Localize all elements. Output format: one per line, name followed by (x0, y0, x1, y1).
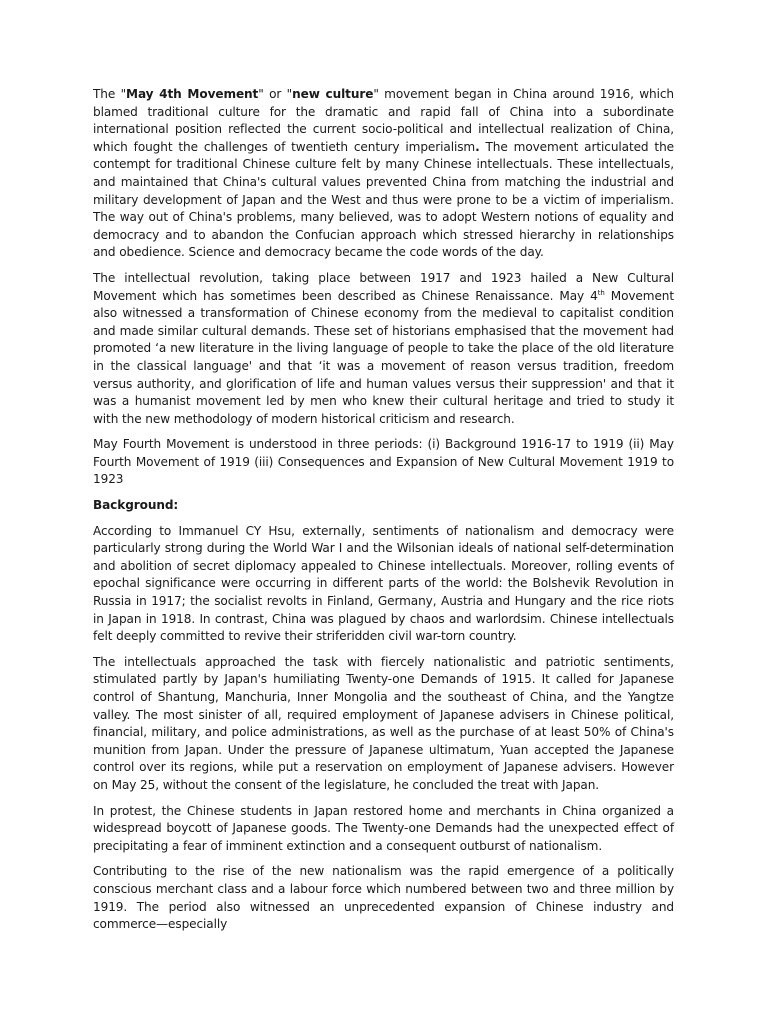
paragraph-intellectual-revolution (93, 270, 674, 428)
text-run: The movement articulated the contempt for traditional Chinese culture felt by many Chinese intellectuals. These intellectuals, and maintained that China's cultural values prevented China from matching the industrial and military development of Japan and the West and thus were prone to be a victim of imperialism. The way out of China's problems, many believed, was to adopt Western notions of equality and democracy and to abandon the Confucian approach which stressed hierarchy in relationships and obedience. Science and democracy became the code words of the day. (93, 139, 674, 260)
paragraph-hsu: According to Immanuel CY Hsu, externally, sentiments of nationalism and democracy were particularly strong during the World War I and the Wilsonian ideals of national self-determination and abolition of secret diplomacy appealed to Chinese intellectuals. Moreover, rolling events of epochal significance were occurring in different parts of the world: the Bolshevik Revolution in Russia in 1917; the socialist revolts in Finland, Germany, Austria and Hungary and the rice riots in Japan in 1918. In contrast, China was plagued by chaos and warlordsim. Chinese intellectuals felt deeply committed to revive their striferidden civil war-torn country. (93, 523, 674, 644)
text-run: The intellectual revolution, taking place between 1917 and 1923 hailed a New Cultural Movement which has sometimes been described as Chinese Renaissance. May 4 (93, 270, 674, 303)
heading-background: Background: (93, 498, 179, 513)
bold-term-may-4th-movement: May 4th Movement (126, 87, 259, 101)
paragraph-protest: In protest, the Chinese students in Japan restored home and merchants in China organized a widespread boycott of Japanese goods. The Twenty-one Demands had the unexpected effect of precipitating a fear of imminent extinction and a consequent outburst of nationalism. (93, 803, 674, 853)
superscript-th: th (597, 288, 605, 297)
text-run: The " (93, 87, 127, 101)
bold-period: . (475, 139, 480, 154)
paragraph-three-periods: May Fourth Movement is understood in three periods: (i) Background 1916-17 to 1919 (ii) May Fourth Movement of 1919 (iii) Consequences and Expansion of New Cultural Movement 1919 to 1923 (93, 437, 674, 487)
text-run: Movement also witnessed a transformation of Chinese economy from the medieval to capitalist condition and made similar cultural demands. These set of historians emphasised that the movement had promoted ‘a new literature in the living language of people to take the place of the old literature in the classical language' and that ‘it was a movement of reason versus tradition, freedom versus authority, and glorification of life and human values versus their suppression' and that it was a humanist movement led by men who knew their cultural heritage and tried to study it with the new methodology of modern historical criticism and research. (93, 288, 674, 426)
bold-term-new-culture: new culture (292, 87, 374, 101)
paragraph-twenty-one-demands: The intellectuals approached the task with fiercely nationalistic and patriotic sentiments, stimulated partly by Japan's humiliating Twenty-one Demands of 1915. It called for Japanese control of Shantung, Manchuria, Inner Mongolia and the southeast of China, and the Yangtze valley. The most sinister of all, required employment of Japanese advisers in Chinese political, financial, military, and police administrations, as well as the purchase of at least 50% of China's munition from Japan. Under the pressure of Japanese ultimatum, Yuan accepted the Japanese control over its regions, while put a reservation on employment of Japanese advisers. However on May 25, without the consent of the legislature, he concluded the treat with Japan. (93, 654, 674, 792)
text-run: " or " (258, 87, 293, 101)
text-run: " movement began in China around 1916, which blamed traditional culture for the dramatic and rapid fall of China into a subordinate international position reflected the current socio-political and intellectual realization of China, which fought the challenges of twentieth century imperialism (93, 87, 674, 154)
paragraph-intro (93, 86, 674, 262)
paragraph-nationalism: Contributing to the rise of the new nationalism was the rapid emergence of a politically conscious merchant class and a labour force which numbered between two and three million by 1919. The period also witnessed an unprecedented expansion of Chinese industry and commerce—especially (93, 864, 674, 932)
